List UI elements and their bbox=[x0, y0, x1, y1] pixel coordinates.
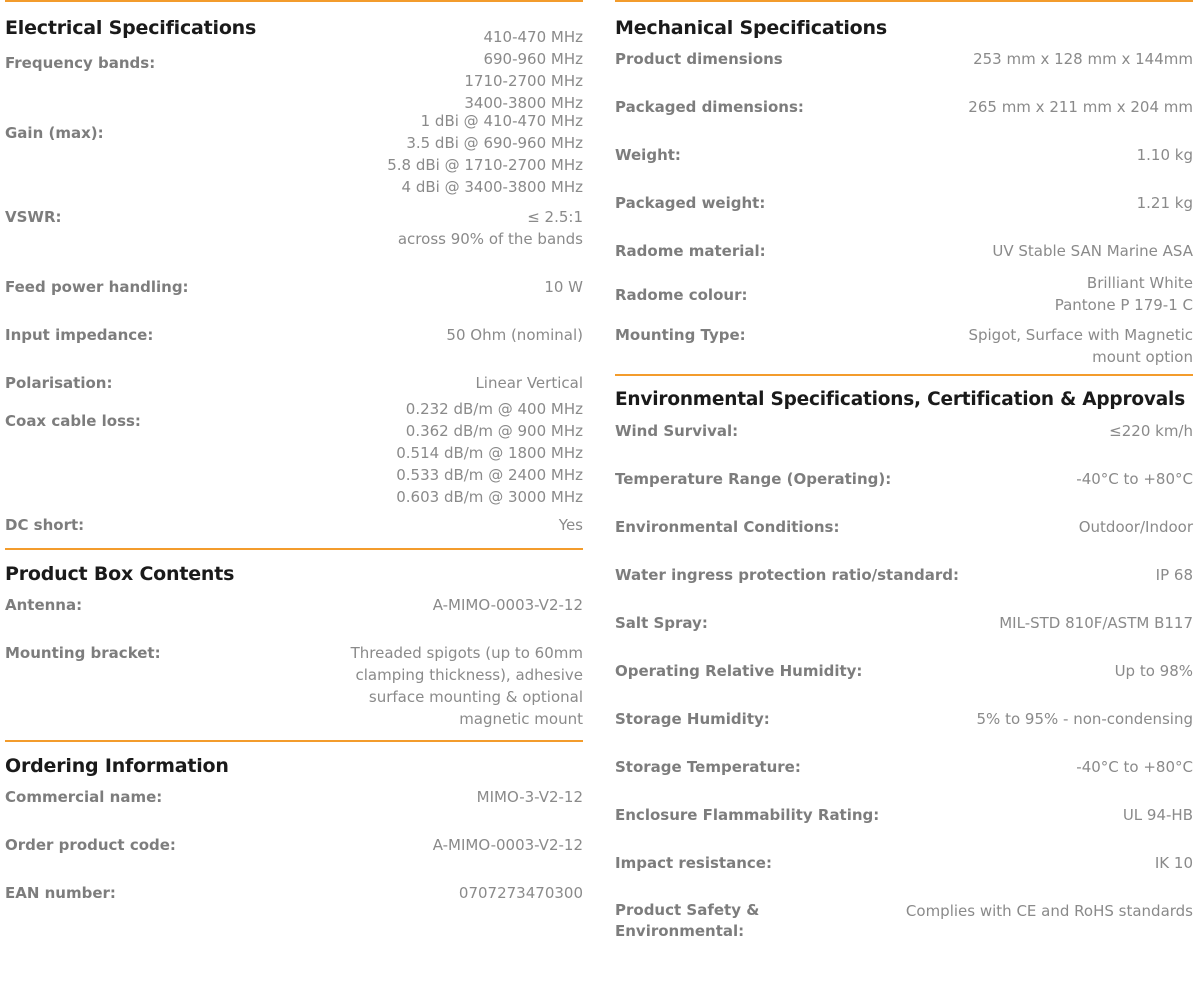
value-line: 3.5 dBi @ 690-960 MHz bbox=[406, 134, 583, 152]
spec-label: Mounting Type: bbox=[615, 326, 746, 344]
spec-row-feed-power bbox=[5, 276, 583, 298]
spec-label: Temperature Range (Operating): bbox=[615, 470, 892, 488]
value-line: ≤ 2.5:1 bbox=[527, 208, 583, 226]
spec-value: -40°C to +80°C bbox=[1076, 470, 1193, 488]
spec-value: 265 mm x 211 mm x 204 mm bbox=[968, 98, 1193, 116]
spec-label: Enclosure Flammability Rating: bbox=[615, 806, 880, 824]
spec-row-mounting-type bbox=[615, 324, 1193, 368]
spec-row-product-safety bbox=[615, 900, 1193, 942]
spec-label: Input impedance: bbox=[5, 326, 154, 344]
spec-value: Linear Vertical bbox=[475, 374, 583, 392]
spec-value: UV Stable SAN Marine ASA bbox=[992, 242, 1193, 260]
spec-label: Water ingress protection ratio/standard: bbox=[615, 566, 960, 584]
spec-value: ≤220 km/h bbox=[1109, 422, 1193, 440]
spec-row-gain bbox=[5, 110, 583, 198]
spec-label: Packaged dimensions: bbox=[615, 98, 804, 116]
spec-label: Gain (max): bbox=[5, 124, 104, 142]
value-line: Spigot, Surface with Magnetic bbox=[968, 326, 1193, 344]
spec-label: Frequency bands: bbox=[5, 54, 156, 72]
value-line: 0.362 dB/m @ 900 MHz bbox=[405, 422, 583, 440]
value-line: 1710-2700 MHz bbox=[464, 72, 583, 90]
right-column bbox=[615, 0, 1193, 950]
spec-row-radome-material bbox=[615, 240, 1193, 262]
spec-value: 1.21 kg bbox=[1136, 194, 1193, 212]
spec-label: EAN number: bbox=[5, 884, 116, 902]
value-line: surface mounting & optional bbox=[368, 688, 583, 706]
value-line: across 90% of the bands bbox=[397, 230, 583, 248]
value-line: 0.232 dB/m @ 400 MHz bbox=[405, 400, 583, 418]
spec-label: Salt Spray: bbox=[615, 614, 708, 632]
spec-value bbox=[396, 398, 583, 508]
spec-value bbox=[464, 26, 583, 114]
spec-value bbox=[351, 642, 583, 730]
spec-row-coax-loss bbox=[5, 398, 583, 508]
section-title: Electrical Specifications bbox=[5, 17, 257, 39]
spec-value: 253 mm x 128 mm x 144mm bbox=[973, 50, 1193, 68]
section-title: Mechanical Specifications bbox=[615, 17, 887, 39]
spec-row-wind-survival bbox=[615, 420, 1193, 442]
box-contents-section bbox=[5, 548, 583, 730]
spec-row-salt-spray bbox=[615, 612, 1193, 634]
spec-value: A-MIMO-0003-V2-12 bbox=[432, 596, 583, 614]
left-column bbox=[5, 0, 583, 914]
spec-label: Weight: bbox=[615, 146, 681, 164]
spec-value: Complies with CE and RoHS standards bbox=[905, 902, 1193, 920]
value-line: 5.8 dBi @ 1710-2700 MHz bbox=[387, 156, 583, 174]
spec-value bbox=[968, 324, 1193, 368]
section-title: Environmental Specifications, Certification & Approvals bbox=[615, 389, 1186, 410]
spec-value: Yes bbox=[558, 516, 583, 534]
spec-label: Operating Relative Humidity: bbox=[615, 662, 863, 680]
spec-row-relative-humidity bbox=[615, 660, 1193, 682]
spec-row-flammability bbox=[615, 804, 1193, 826]
spec-value: Outdoor/Indoor bbox=[1078, 518, 1193, 536]
spec-row-order-code bbox=[5, 834, 583, 856]
value-line: 410-470 MHz bbox=[483, 28, 583, 46]
ordering-information-section bbox=[5, 740, 583, 904]
spec-label: Environmental Conditions: bbox=[615, 518, 840, 536]
value-line: Pantone P 179-1 C bbox=[1054, 296, 1193, 314]
spec-row-storage-temperature bbox=[615, 756, 1193, 778]
spec-row-storage-humidity bbox=[615, 708, 1193, 730]
spec-row-dc-short bbox=[5, 514, 583, 536]
spec-value: 10 W bbox=[544, 278, 583, 296]
value-line: Threaded spigots (up to 60mm bbox=[350, 644, 583, 662]
spec-label: Packaged weight: bbox=[615, 194, 766, 212]
spec-row-commercial-name bbox=[5, 786, 583, 808]
spec-value: A-MIMO-0003-V2-12 bbox=[432, 836, 583, 854]
section-title: Ordering Information bbox=[5, 755, 229, 777]
spec-value: IP 68 bbox=[1155, 566, 1193, 584]
spec-row-antenna bbox=[5, 594, 583, 616]
spec-row-radome-colour bbox=[615, 272, 1193, 316]
mechanical-specifications-section bbox=[615, 0, 1193, 368]
spec-label: Storage Humidity: bbox=[615, 710, 770, 728]
spec-value bbox=[387, 110, 583, 198]
spec-value: 0707273470300 bbox=[458, 884, 583, 902]
spec-label: Radome material: bbox=[615, 242, 766, 260]
spec-row-environmental-conditions bbox=[615, 516, 1193, 538]
spec-label: Order product code: bbox=[5, 836, 176, 854]
spec-value: 50 Ohm (nominal) bbox=[446, 326, 583, 344]
spec-row-ean bbox=[5, 882, 583, 904]
spec-value: -40°C to +80°C bbox=[1076, 758, 1193, 776]
spec-value: UL 94-HB bbox=[1122, 806, 1193, 824]
spec-label: Wind Survival: bbox=[615, 422, 739, 440]
spec-value bbox=[1055, 272, 1193, 316]
spec-value: IK 10 bbox=[1154, 854, 1193, 872]
spec-label: Polarisation: bbox=[5, 374, 113, 392]
value-line: 0.514 dB/m @ 1800 MHz bbox=[396, 444, 583, 462]
value-line: 3400-3800 MHz bbox=[464, 94, 583, 112]
environmental-section bbox=[615, 374, 1193, 942]
spec-value: MIL-STD 810F/ASTM B117 bbox=[999, 614, 1193, 632]
spec-label: Mounting bracket: bbox=[5, 644, 161, 662]
value-line: clamping thickness), adhesive bbox=[355, 666, 583, 684]
value-line: 0.603 dB/m @ 3000 MHz bbox=[396, 488, 583, 506]
spec-label: Commercial name: bbox=[5, 788, 163, 806]
spec-row-water-ingress bbox=[615, 564, 1193, 586]
spec-value: MIMO-3-V2-12 bbox=[476, 788, 583, 806]
spec-label: DC short: bbox=[5, 516, 85, 534]
spec-label: Storage Temperature: bbox=[615, 758, 801, 776]
spec-value: 1.10 kg bbox=[1136, 146, 1193, 164]
spec-value: 5% to 95% - non-condensing bbox=[976, 710, 1193, 728]
spec-label: Coax cable loss: bbox=[5, 412, 141, 430]
value-line: 4 dBi @ 3400-3800 MHz bbox=[401, 178, 583, 196]
spec-row-input-impedance bbox=[5, 324, 583, 346]
spec-label: Product Safety & Environmental: bbox=[615, 901, 760, 940]
section-title: Product Box Contents bbox=[5, 563, 235, 585]
spec-value: Up to 98% bbox=[1114, 662, 1193, 680]
spec-row-packaged-dimensions bbox=[615, 96, 1193, 118]
spec-row-weight bbox=[615, 144, 1193, 166]
spec-row-vswr bbox=[5, 206, 583, 250]
spec-value bbox=[398, 206, 583, 250]
spec-row-impact-resistance bbox=[615, 852, 1193, 874]
spec-row-mounting-bracket bbox=[5, 642, 583, 730]
value-line: Brilliant White bbox=[1086, 274, 1193, 292]
value-line: 690-960 MHz bbox=[483, 50, 583, 68]
value-line: 0.533 dB/m @ 2400 MHz bbox=[396, 466, 583, 484]
spec-label: VSWR: bbox=[5, 208, 62, 226]
spec-row-temperature-operating bbox=[615, 468, 1193, 490]
spec-row-polarisation bbox=[5, 372, 583, 394]
electrical-specifications-section bbox=[5, 0, 583, 536]
spec-label: Feed power handling: bbox=[5, 278, 189, 296]
spec-label: Impact resistance: bbox=[615, 854, 772, 872]
spec-label: Radome colour: bbox=[615, 286, 748, 304]
spec-label: Antenna: bbox=[5, 596, 83, 614]
value-line: magnetic mount bbox=[459, 710, 583, 728]
spec-label: Product dimensions bbox=[615, 50, 783, 68]
spec-row-product-dimensions bbox=[615, 48, 1193, 70]
spec-row-packaged-weight bbox=[615, 192, 1193, 214]
value-line: 1 dBi @ 410-470 MHz bbox=[420, 112, 583, 130]
value-line: mount option bbox=[1092, 348, 1193, 366]
